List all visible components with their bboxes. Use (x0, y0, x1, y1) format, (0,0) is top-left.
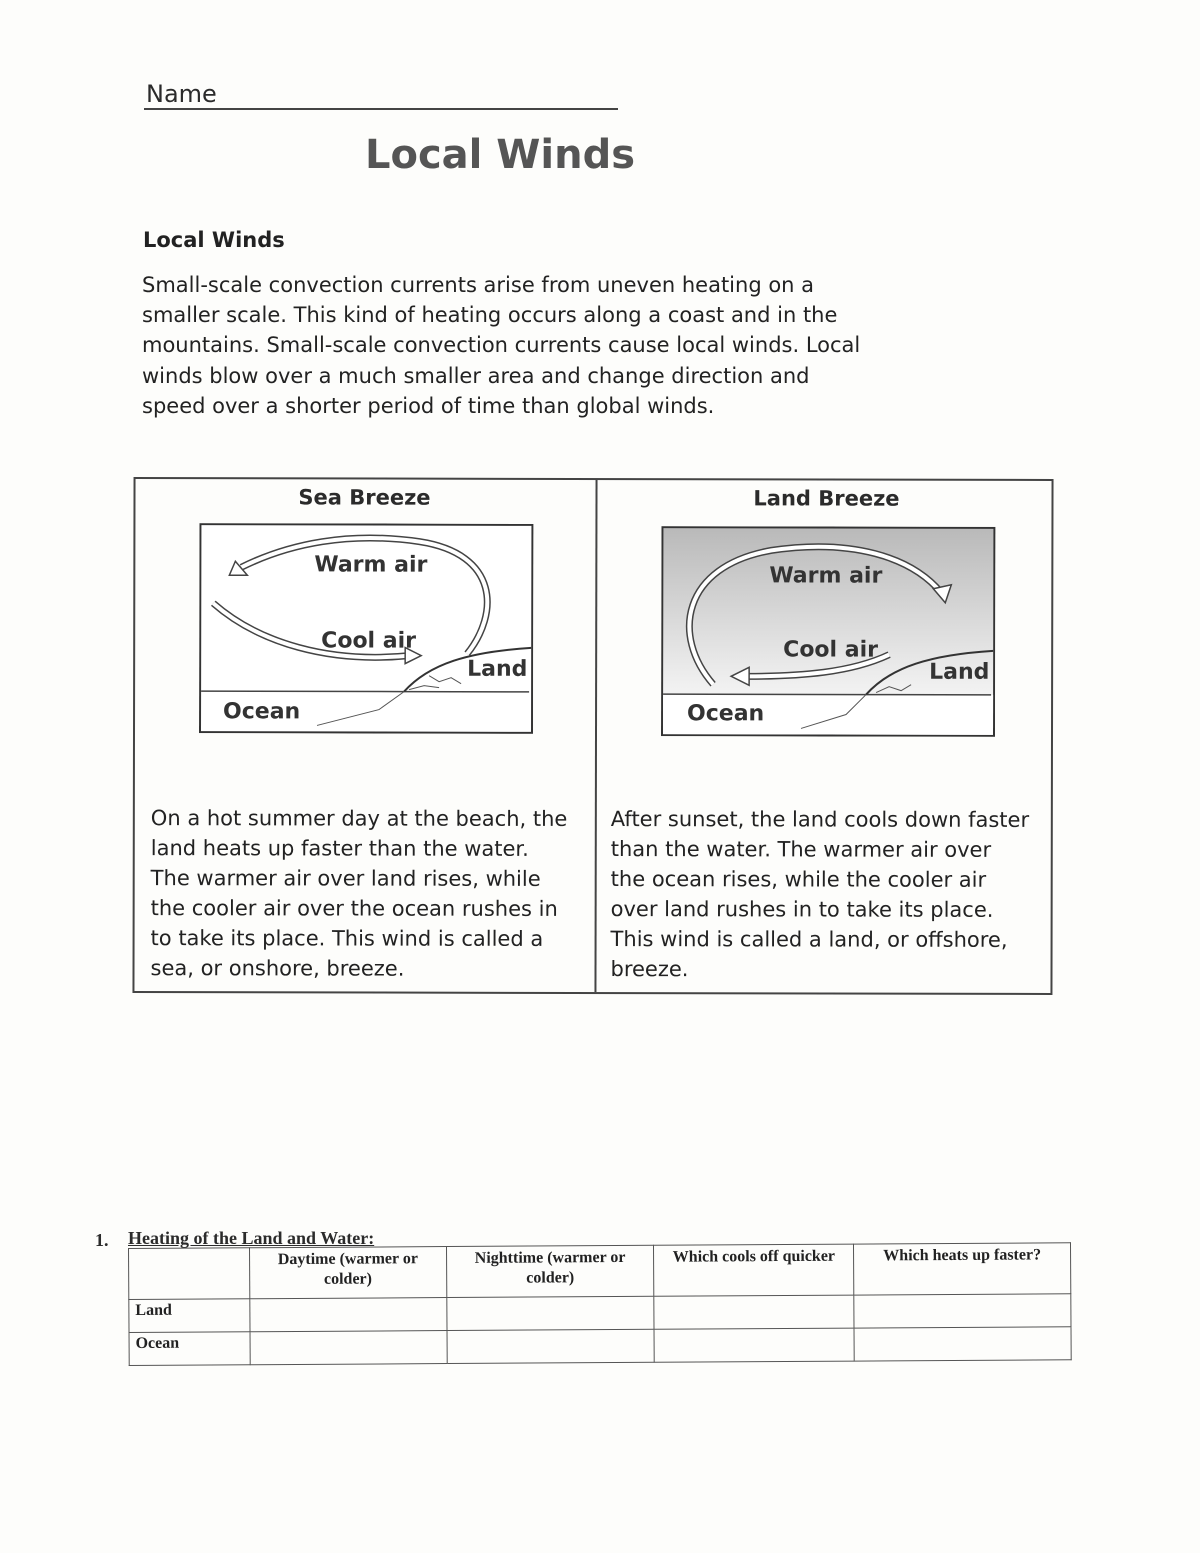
land-cools-cell[interactable] (654, 1295, 854, 1329)
name-label: Name (146, 80, 217, 108)
table-header-daytime: Daytime (warmer or colder) (249, 1247, 446, 1299)
sea-surface-line (201, 691, 529, 692)
sea-ocean-label: Ocean (223, 699, 301, 725)
sea-breeze-title: Sea Breeze (298, 485, 431, 510)
ocean-daytime-cell[interactable] (250, 1331, 447, 1365)
ocean-cools-cell[interactable] (654, 1328, 854, 1362)
name-input-line[interactable] (144, 108, 618, 110)
sea-warm-air-label: Warm air (314, 552, 428, 578)
question-title: Heating of the Land and Water: (128, 1228, 375, 1248)
row-label-land: Land (129, 1299, 250, 1333)
ocean-heats-cell[interactable] (854, 1327, 1071, 1361)
question-number: 1. (95, 1230, 109, 1250)
table-header-blank (129, 1248, 250, 1300)
land-sea-surface-line (663, 694, 991, 695)
land-heats-cell[interactable] (854, 1294, 1071, 1328)
table-header-cools-quicker: Which cools off quicker (654, 1244, 854, 1296)
table-header-row (129, 1243, 1071, 1300)
ocean-nighttime-cell[interactable] (447, 1329, 655, 1363)
land-breeze-title: Land Breeze (753, 486, 900, 511)
land-breeze-caption: After sunset, the land cools down faster than the water. The warmer air over the ocean rises, while the cooler air over land rushes in to take its place. This wind is called a land, or offshore, breeze. (610, 807, 1030, 982)
page-title: Local Winds (364, 132, 636, 178)
panel-divider (594, 480, 597, 992)
row-label-ocean: Ocean (129, 1332, 250, 1366)
table-header-heats-faster: Which heats up faster? (854, 1243, 1071, 1295)
sea-breeze-diagram (199, 523, 533, 734)
sea-breeze-caption: On a hot summer day at the beach, the land heats up faster than the water. The warmer air over land rises, while the cooler air over the ocean rushes in to take its place. This wind is called a sea, or onshore, breeze. (150, 806, 568, 981)
intro-paragraph: Small-scale convection currents arise from uneven heating on a smaller scale. This kind of heating occurs along a coast and in the mountains. Small-scale convection currents cause local winds. Local winds blow over a much smaller area and change direction and speed over a shorter period of time than global winds. (142, 273, 861, 418)
land-land-label: Land (929, 659, 990, 685)
table-row (129, 1327, 1071, 1366)
heating-table (128, 1242, 1072, 1366)
land-ocean-label: Ocean (687, 701, 765, 727)
sea-cool-air-label: Cool air (321, 628, 417, 654)
table-header-nighttime: Nighttime (warmer or colder) (446, 1245, 654, 1297)
land-breeze-diagram (661, 526, 995, 737)
section-heading: Local Winds (143, 228, 285, 252)
land-daytime-cell[interactable] (250, 1298, 447, 1332)
land-nighttime-cell[interactable] (446, 1296, 654, 1330)
land-warm-air-label: Warm air (769, 563, 883, 589)
land-cool-air-label: Cool air (783, 637, 879, 663)
sea-land-label: Land (467, 656, 528, 682)
breeze-figure-box (132, 477, 1053, 995)
